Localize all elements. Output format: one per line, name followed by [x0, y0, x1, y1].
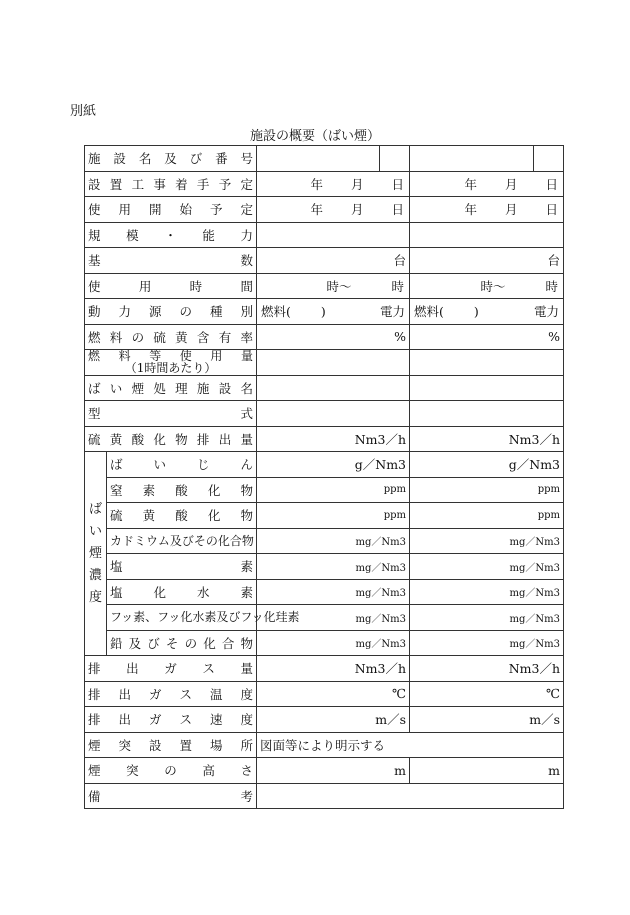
fuel-close: ) [320, 304, 326, 320]
gas-vol-cell-2[interactable]: Nm3／h [410, 656, 564, 682]
row-cadmium [85, 528, 564, 554]
stack-loc-cell[interactable]: 図面等により明示する [257, 732, 564, 758]
remarks-cell[interactable] [257, 783, 564, 809]
label-scale: 規模・能力 [85, 222, 257, 248]
label-remarks: 備考 [85, 783, 257, 809]
row-remarks [85, 783, 564, 809]
smoke-group-char: 煙 [88, 545, 102, 561]
chlorine-cell-2[interactable]: mg／Nm3 [410, 554, 564, 580]
year-unit: 年 [310, 176, 323, 192]
install-start-date-2[interactable] [410, 171, 564, 197]
label-stack-loc: 煙突設置場所 [85, 732, 257, 758]
install-start-date-1[interactable] [257, 171, 410, 197]
gas-temp-cell-1[interactable]: ℃ [257, 681, 410, 707]
hour-from-unit: 時～ [480, 278, 506, 294]
label-use-start: 使用開始予定 [85, 197, 257, 223]
year-unit: 年 [464, 176, 477, 192]
label-gas-temp: 排出ガス温度 [85, 681, 257, 707]
row-stack-loc [85, 732, 564, 758]
use-start-date-1[interactable] [257, 197, 410, 223]
model-cell-2[interactable] [410, 401, 564, 427]
label-hcl: 塩化水素 [107, 579, 257, 605]
label-sox: 硫黄酸化物排出量 [85, 426, 257, 452]
sox2-cell-2[interactable]: ppm [410, 503, 564, 529]
row-nox [85, 477, 564, 503]
row-gas-vol [85, 656, 564, 682]
row-fuel-use [85, 350, 564, 376]
label-fuel-use-l1: 燃料等使用量 [88, 349, 254, 364]
treatment-cell-1[interactable] [257, 375, 410, 401]
sox-cell-1[interactable]: Nm3／h [257, 426, 410, 452]
label-cadmium: カドミウム及びその化合物 [107, 528, 257, 554]
units-cell-2[interactable]: 台 [410, 248, 564, 274]
cadmium-cell-2[interactable]: mg／Nm3 [410, 528, 564, 554]
label-model: 型式 [85, 401, 257, 427]
chlorine-cell-1[interactable]: mg／Nm3 [257, 554, 410, 580]
row-chlorine [85, 554, 564, 580]
label-sulfur: 燃料の硫黄含有率 [85, 324, 257, 350]
row-treatment [85, 375, 564, 401]
row-lead [85, 630, 564, 656]
dust-cell-2[interactable]: g／Nm3 [410, 452, 564, 478]
label-smoke-group [85, 452, 107, 656]
hcl-cell-2[interactable]: mg／Nm3 [410, 579, 564, 605]
gas-vol-cell-1[interactable]: Nm3／h [257, 656, 410, 682]
page-title: 施設の概要（ばい煙） [249, 129, 380, 144]
stack-height-cell-2[interactable]: m [410, 758, 564, 784]
power-cell-2[interactable] [410, 299, 564, 325]
facility-name-cell-2[interactable] [410, 146, 564, 172]
label-fluorine: フッ素、フッ化水素及びフッ化珪素 [107, 605, 257, 631]
day-unit: 日 [391, 202, 405, 218]
smoke-group-char: 濃 [88, 567, 102, 583]
row-sox [85, 426, 564, 452]
row-gas-speed [85, 707, 564, 733]
use-start-date-2[interactable] [410, 197, 564, 223]
row-hours [85, 273, 564, 299]
sox-cell-2[interactable]: Nm3／h [410, 426, 564, 452]
units-cell-1[interactable]: 台 [257, 248, 410, 274]
hour-from-unit: 時～ [326, 278, 352, 294]
day-unit: 日 [391, 176, 405, 192]
electric-label: 電力 [380, 304, 406, 320]
row-gas-temp [85, 681, 564, 707]
sulfur-cell-2[interactable]: % [410, 324, 564, 350]
day-unit: 日 [545, 176, 559, 192]
fuel-open: 燃料( [261, 304, 291, 320]
label-power: 動力源の種別 [85, 299, 257, 325]
cadmium-cell-1[interactable]: mg／Nm3 [257, 528, 410, 554]
label-dust: ばいじん [107, 452, 257, 478]
facility-name-cell-1[interactable] [257, 146, 410, 172]
gas-speed-cell-2[interactable]: m／s [410, 707, 564, 733]
fluorine-cell-2[interactable]: mg／Nm3 [410, 605, 564, 631]
lead-cell-2[interactable]: mg／Nm3 [410, 630, 564, 656]
label-treatment: ばい煙処理施設名 [85, 375, 257, 401]
label-fuel-use-l2: （1時間あたり） [124, 361, 217, 376]
fuel-open: 燃料( [414, 304, 444, 320]
hours-cell-1[interactable] [257, 273, 410, 299]
label-chlorine: 塩素 [107, 554, 257, 580]
label-gas-vol: 排出ガス量 [85, 656, 257, 682]
nox-cell-1[interactable]: ppm [257, 477, 410, 503]
lead-cell-1[interactable]: mg／Nm3 [257, 630, 410, 656]
label-stack-height: 煙突の高さ [85, 758, 257, 784]
label-fuel-use [85, 350, 257, 376]
scale-cell-2[interactable] [410, 222, 564, 248]
month-unit: 月 [350, 202, 364, 218]
annex-label: 別紙 [70, 104, 97, 119]
fuel-use-cell-2[interactable] [410, 350, 564, 376]
power-cell-1[interactable] [257, 299, 410, 325]
facility-overview-table [84, 145, 564, 809]
row-facility-name [85, 146, 564, 172]
row-model [85, 401, 564, 427]
hcl-cell-1[interactable]: mg／Nm3 [257, 579, 410, 605]
row-stack-height [85, 758, 564, 784]
sulfur-cell-1[interactable]: % [257, 324, 410, 350]
gas-temp-cell-2[interactable]: ℃ [410, 681, 564, 707]
label-lead: 鉛及びその化合物 [107, 630, 257, 656]
label-sox2: 硫黄酸化物 [107, 503, 257, 529]
smoke-group-char: 度 [88, 589, 102, 605]
treatment-cell-2[interactable] [410, 375, 564, 401]
scale-cell-1[interactable] [257, 222, 410, 248]
fluorine-cell-1[interactable]: mg／Nm3 [257, 605, 410, 631]
row-install-start [85, 171, 564, 197]
sox2-cell-1[interactable]: ppm [257, 503, 410, 529]
row-units [85, 248, 564, 274]
month-unit: 月 [350, 176, 364, 192]
year-unit: 年 [464, 202, 477, 218]
label-hours: 使用時間 [85, 273, 257, 299]
hours-cell-2[interactable] [410, 273, 564, 299]
row-scale [85, 222, 564, 248]
month-unit: 月 [504, 176, 518, 192]
row-fluorine [85, 605, 564, 631]
gas-speed-cell-1[interactable]: m／s [257, 707, 410, 733]
label-units: 基数 [85, 248, 257, 274]
stack-height-cell-1[interactable]: m [257, 758, 410, 784]
day-unit: 日 [545, 202, 559, 218]
row-use-start [85, 197, 564, 223]
dust-cell-1[interactable]: g／Nm3 [257, 452, 410, 478]
row-dust [85, 452, 564, 478]
fuel-close: ) [473, 304, 479, 320]
year-unit: 年 [310, 202, 323, 218]
label-install-start: 設置工事着手予定 [85, 171, 257, 197]
row-sulfur [85, 324, 564, 350]
label-facility-name: 施設名及び番号 [85, 146, 257, 172]
hour-to-unit: 時 [545, 278, 559, 294]
month-unit: 月 [504, 202, 518, 218]
fuel-use-cell-1[interactable] [257, 350, 410, 376]
label-gas-speed: 排出ガス速度 [85, 707, 257, 733]
row-sox2 [85, 503, 564, 529]
nox-cell-2[interactable]: ppm [410, 477, 564, 503]
smoke-group-char: ば [88, 501, 102, 517]
label-nox: 窒素酸化物 [107, 477, 257, 503]
row-hcl [85, 579, 564, 605]
smoke-group-char: い [88, 523, 102, 539]
row-power [85, 299, 564, 325]
hour-to-unit: 時 [391, 278, 405, 294]
model-cell-1[interactable] [257, 401, 410, 427]
electric-label: 電力 [534, 304, 560, 320]
